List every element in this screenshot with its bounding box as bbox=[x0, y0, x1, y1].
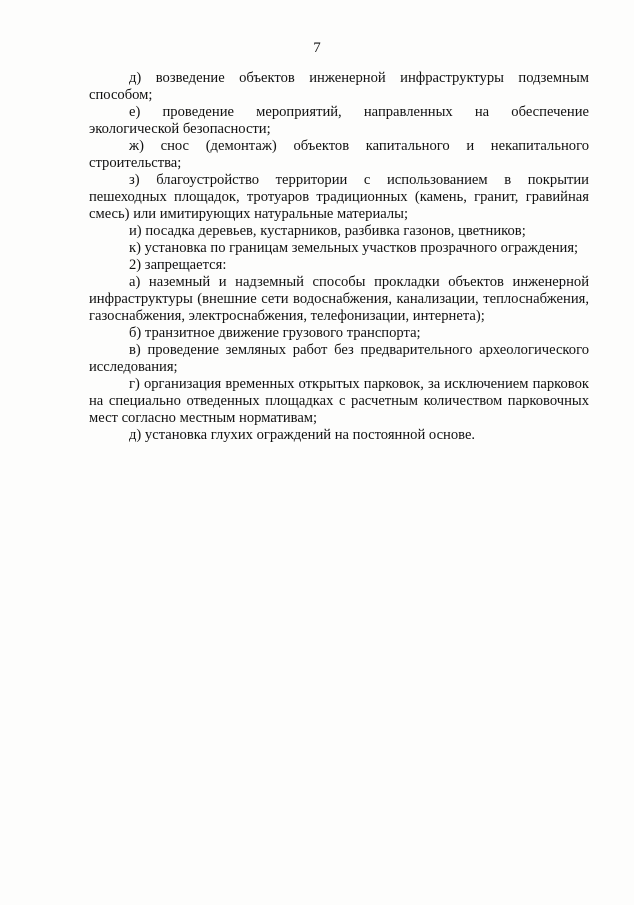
paragraph-item-d-2: д) установка глухих ограждений на постоянной основе. bbox=[129, 427, 476, 443]
paragraph-item-zh: ж) снос (демонтаж) объектов капитального и некапитального строительства; bbox=[89, 138, 589, 171]
paragraph-item-b: б) транзитное движение грузового транспорта; bbox=[129, 325, 421, 341]
paragraph-item-e: е) проведение мероприятий, направленных на обеспечение экологической безопасности; bbox=[89, 104, 589, 137]
page-number: 7 bbox=[313, 40, 321, 56]
paragraph-item-k: к) установка по границам земельных участков прозрачного ограждения; bbox=[129, 240, 579, 256]
paragraph-item-g: г) организация временных открытых парковок, за исключением парковок на специально отведенных площадках с расчетным количеством парковочных мест согласно местным нормативам; bbox=[89, 376, 589, 426]
section-prohibited-heading: 2) запрещается: bbox=[129, 257, 227, 273]
paragraph-item-z: з) благоустройство территории с использованием в покрытии пешеходных площадок, тротуаров традиционных (камень, гранит, гравийная смесь) или имитирующих натуральные материалы; bbox=[89, 172, 589, 222]
paragraph-item-i: и) посадка деревьев, кустарников, разбивка газонов, цветников; bbox=[129, 223, 526, 239]
paragraph-item-d: д) возведение объектов инженерной инфраструктуры подземным способом; bbox=[89, 70, 589, 103]
paragraph-item-a: а) наземный и надземный способы прокладки объектов инженерной инфраструктуры (внешние сети водоснабжения, канализации, теплоснабжения, газоснабжения, электроснабжения, телефонизации, интернета); bbox=[89, 274, 589, 324]
paragraph-item-v: в) проведение земляных работ без предварительного археологического исследования; bbox=[89, 342, 589, 375]
document-body bbox=[89, 70, 589, 444]
